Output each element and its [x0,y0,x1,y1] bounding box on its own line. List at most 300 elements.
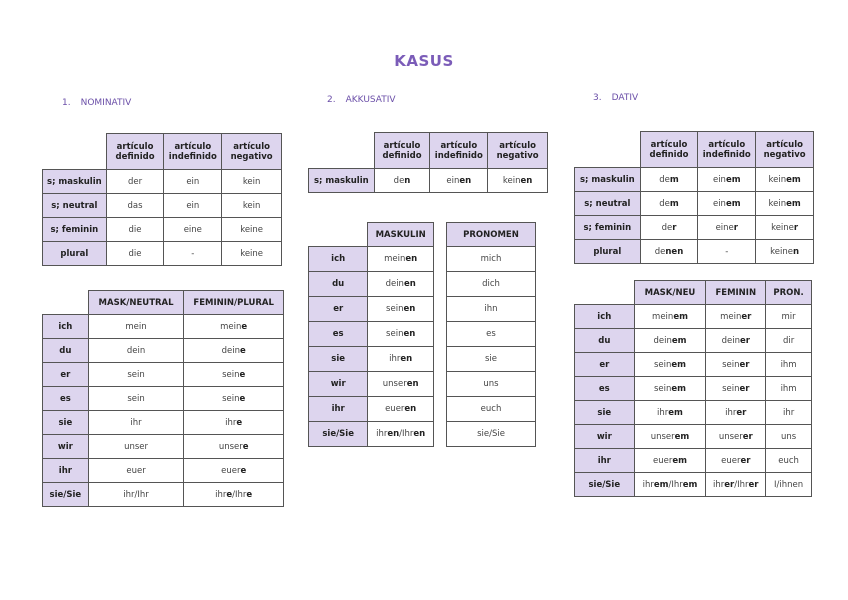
row-label: wir [309,372,368,397]
stem: de [393,175,405,186]
cell [368,422,434,447]
cell: unser [88,435,184,459]
row-label: s; maskulin [43,170,107,194]
stem: euer [653,455,673,466]
empty-cell [309,223,368,247]
table-header-row [575,132,814,168]
ending: r [672,222,677,233]
stem: sein [222,393,240,404]
table-row [447,322,536,347]
header-mask-neutral: MASK/NEUTRAL [88,291,184,315]
stem: mein [220,321,242,332]
ending: em [672,455,687,466]
stem: ein [446,175,460,186]
stem: ein [712,174,726,185]
cell: ihm [766,377,812,401]
table-row [447,247,536,272]
row-label: s; maskulin [575,168,641,192]
ending: e [246,489,253,500]
cell: uns [447,372,536,397]
cell [184,483,284,507]
cell [634,473,706,497]
cell [634,305,706,329]
cell [184,411,284,435]
cell [634,353,706,377]
cell: euch [766,449,812,473]
cell [430,169,488,193]
header-articulo-definido: artículo definido [106,134,164,170]
header-pronomen: PRONOMEN [447,223,536,247]
stem: sein [722,359,740,370]
table-row [309,372,434,397]
ending: e [236,417,243,428]
ending: em [671,335,687,346]
table-header-row [309,133,548,169]
cell: ein [164,194,222,218]
header-articulo-negativo: artículo negativo [222,134,282,170]
stem: eine [715,222,734,233]
stem: ihr [642,479,654,490]
stem: /Ihr [232,489,247,500]
stem: ihr [713,479,725,490]
section-heading-dativ [593,93,638,103]
stem: ihr [225,417,237,428]
table-row [447,397,536,422]
table-row [309,169,548,193]
cell [706,473,766,497]
stem: ein [712,198,726,209]
ending: em [674,431,690,442]
stem: keine [770,246,793,257]
cell: - [164,242,222,266]
header-maskulin: MASKULIN [368,223,434,247]
table-row [43,483,284,507]
cell [640,192,698,216]
table-row [447,422,536,447]
row-label: ich [43,315,89,339]
stem: dein [653,335,672,346]
stem: unser [218,441,243,452]
cell [706,305,766,329]
cell [706,401,766,425]
ending: m [669,198,679,209]
stem: mein [720,311,742,322]
table-row [575,216,814,240]
cell [698,192,756,216]
cell: der [106,170,164,194]
row-label: sie [43,411,89,435]
table-row [43,315,284,339]
cell: sie/Sie [447,422,536,447]
ending: em [682,479,698,490]
row-label: es [43,387,89,411]
cell [184,339,284,363]
row-label: wir [575,425,635,449]
table-row [575,425,812,449]
row-label: s; neutral [43,194,107,218]
stem: de [654,246,666,257]
ending: em [673,311,688,322]
table-row [447,372,536,397]
header-mask-neu: MASK/NEU [634,281,706,305]
table-row [43,170,282,194]
table-row [309,272,434,297]
nominativ-articles-table [42,133,282,266]
table-row [43,218,282,242]
ending: en [403,304,416,314]
stem: de [661,222,673,233]
row-label: sie/Sie [309,422,368,447]
stem: /Ihr [399,429,414,439]
ending: en [459,175,472,186]
section-number: 3. [593,93,602,103]
row-label: s; feminin [575,216,641,240]
table-row [575,168,814,192]
cell [634,377,706,401]
table-row [575,305,812,329]
cell [368,322,434,347]
empty-cell [309,133,375,169]
empty-cell [43,134,107,170]
cell: ihn [447,297,536,322]
table-row [575,192,814,216]
row-label: sie/Sie [43,483,89,507]
cell: kein [222,170,282,194]
ending: en [404,404,417,414]
stem: /Ihr [668,479,683,490]
cell [368,272,434,297]
nominativ-possessive-table [42,290,284,507]
table-row [447,297,536,322]
table-header-row [309,223,434,247]
ending: e [239,369,246,380]
row-label: s; maskulin [309,169,375,193]
cell: mir [766,305,812,329]
stem: ihr [389,354,401,364]
table-header-row [575,281,812,305]
table-row [309,397,434,422]
cell [756,240,814,264]
cell [706,377,766,401]
header-articulo-negativo: artículo negativo [488,133,548,169]
cell [184,459,284,483]
cell: es [447,322,536,347]
header-articulo-definido: artículo definido [374,133,430,169]
stem: dein [385,279,404,289]
section-heading-nominativ [62,98,131,108]
ending: em [653,479,669,490]
stem: mein [652,311,674,322]
stem: kein [502,175,521,186]
stem: sein [386,329,404,339]
stem: sein [653,383,672,394]
ending: em [671,383,687,394]
ending: er [739,335,750,346]
row-label: ich [309,247,368,272]
table-row [43,194,282,218]
ending: nen [665,246,684,257]
ending: er [739,359,750,370]
cell [634,401,706,425]
table-row [575,240,814,264]
cell [706,449,766,473]
table-row [43,387,284,411]
cell [374,169,430,193]
cell: ihm [766,353,812,377]
stem: sein [386,304,404,314]
cell: - [698,240,756,264]
ending: m [669,174,679,185]
ending: en [403,279,416,289]
ending: e [240,465,247,476]
header-articulo-indefinido: artículo indefinido [430,133,488,169]
cell [368,247,434,272]
akkusativ-maskulin-table [308,222,434,447]
row-label: sie/Sie [575,473,635,497]
header-feminin-plural: FEMININ/PLURAL [184,291,284,315]
ending: em [671,359,687,370]
table-row [447,347,536,372]
cell [756,216,814,240]
table-row [43,339,284,363]
akkusativ-pronomen-table [446,222,536,447]
cell [368,372,434,397]
row-label: ihr [43,459,89,483]
ending: en [520,175,533,186]
table-row [309,422,434,447]
row-label: du [309,272,368,297]
row-label: s; feminin [43,218,107,242]
ending: er [739,383,750,394]
cell [756,192,814,216]
ending: e [242,441,249,452]
stem: keine [771,222,794,233]
ending: n [792,246,800,257]
section-heading-akkusativ [327,95,396,105]
table-header-row [43,291,284,315]
cell [634,449,706,473]
cell: ein [164,170,222,194]
stem: ihr [725,407,737,418]
table-row [575,401,812,425]
stem: sein [653,359,672,370]
cell [706,425,766,449]
stem: sein [222,369,240,380]
cell: eine [164,218,222,242]
ending: em [786,198,801,209]
cell: keine [222,242,282,266]
cell [368,297,434,322]
section-label: AKKUSATIV [345,95,396,105]
cell: ihr [88,411,184,435]
cell: ihr [766,401,812,425]
table-row [575,353,812,377]
stem: ihr [657,407,669,418]
stem: ihr [376,429,388,439]
ending: en [387,429,400,439]
ending: n [404,175,411,186]
row-label: du [43,339,89,363]
dativ-articles-table [574,131,814,264]
ending: er [748,479,759,490]
table-row [309,347,434,372]
ending: e [239,393,246,404]
row-label: es [575,377,635,401]
cell: kein [222,194,282,218]
cell [698,168,756,192]
ending: en [406,379,419,389]
cell [634,425,706,449]
cell: dein [88,339,184,363]
ending: r [793,222,799,233]
cell [706,329,766,353]
ending: er [742,431,753,442]
cell: sein [88,387,184,411]
cell: euch [447,397,536,422]
cell: keine [222,218,282,242]
empty-cell [575,132,641,168]
row-label: sie [575,401,635,425]
cell [706,353,766,377]
section-number: 2. [327,95,336,105]
stem: unser [718,431,743,442]
cell: ihr/Ihr [88,483,184,507]
table-row [43,242,282,266]
stem: kein [768,198,787,209]
row-label: er [43,363,89,387]
row-label: es [309,322,368,347]
table-row [309,322,434,347]
cell [184,363,284,387]
ending: en [405,254,418,264]
cell: mich [447,247,536,272]
ending: er [724,479,735,490]
page-title: KASUS [394,52,454,70]
ending: er [736,407,747,418]
cell: dir [766,329,812,353]
cell: uns [766,425,812,449]
cell: sein [88,363,184,387]
table-row [575,329,812,353]
cell: das [106,194,164,218]
stem: sein [722,383,740,394]
cell: mein [88,315,184,339]
cell: die [106,242,164,266]
row-label: plural [575,240,641,264]
ending: en [413,429,426,439]
row-label: er [575,353,635,377]
ending: em [725,174,741,185]
table-row [309,297,434,322]
header-pron: PRON. [766,281,812,305]
table-row [43,411,284,435]
ending: er [740,455,751,466]
cell [640,168,698,192]
table-header-row [447,223,536,247]
table-row [43,459,284,483]
cell [634,329,706,353]
ending: r [733,222,738,233]
cell: I/ihnen [766,473,812,497]
stem: de [659,198,670,209]
ending: er [741,311,752,322]
header-articulo-indefinido: artículo indefinido [164,134,222,170]
stem: mein [384,254,406,264]
stem: dein [721,335,740,346]
empty-cell [575,281,635,305]
ending: e [241,321,248,332]
header-feminin: FEMININ [706,281,766,305]
row-label: sie [309,347,368,372]
cell: euer [88,459,184,483]
section-label: NOMINATIV [80,98,132,108]
table-row [43,435,284,459]
table-row [575,449,812,473]
row-label: s; neutral [575,192,641,216]
cell [368,347,434,372]
stem: dein [221,345,240,356]
cell: die [106,218,164,242]
empty-cell [43,291,89,315]
stem: euer [221,465,241,476]
cell: dich [447,272,536,297]
ending: en [403,329,416,339]
row-label: plural [43,242,107,266]
stem: ihr [215,489,227,500]
cell [640,216,698,240]
table-row [575,377,812,401]
ending: em [786,174,801,185]
akkusativ-articles-table [308,132,548,193]
section-number: 1. [62,98,71,108]
table-row [43,363,284,387]
cell [184,435,284,459]
table-header-row [43,134,282,170]
section-label: DATIV [611,93,639,103]
ending: e [239,345,246,356]
cell [640,240,698,264]
stem: euer [385,404,405,414]
stem: unser [382,379,407,389]
row-label: wir [43,435,89,459]
table-row [309,247,434,272]
row-label: er [309,297,368,322]
ending: em [668,407,683,418]
cell: sie [447,347,536,372]
cell [488,169,548,193]
stem: kein [768,174,787,185]
header-articulo-negativo: artículo negativo [756,132,814,168]
ending: en [400,354,413,364]
stem: /Ihr [734,479,749,490]
cell [184,315,284,339]
header-articulo-indefinido: artículo indefinido [698,132,756,168]
header-articulo-definido: artículo definido [640,132,698,168]
table-row [447,272,536,297]
stem: euer [721,455,741,466]
cell [698,216,756,240]
row-label: ihr [309,397,368,422]
cell [184,387,284,411]
table-row [575,473,812,497]
row-label: ihr [575,449,635,473]
ending: e [226,489,233,500]
row-label: ich [575,305,635,329]
ending: em [725,198,741,209]
cell [756,168,814,192]
stem: unser [650,431,675,442]
dativ-possessive-table [574,280,812,497]
